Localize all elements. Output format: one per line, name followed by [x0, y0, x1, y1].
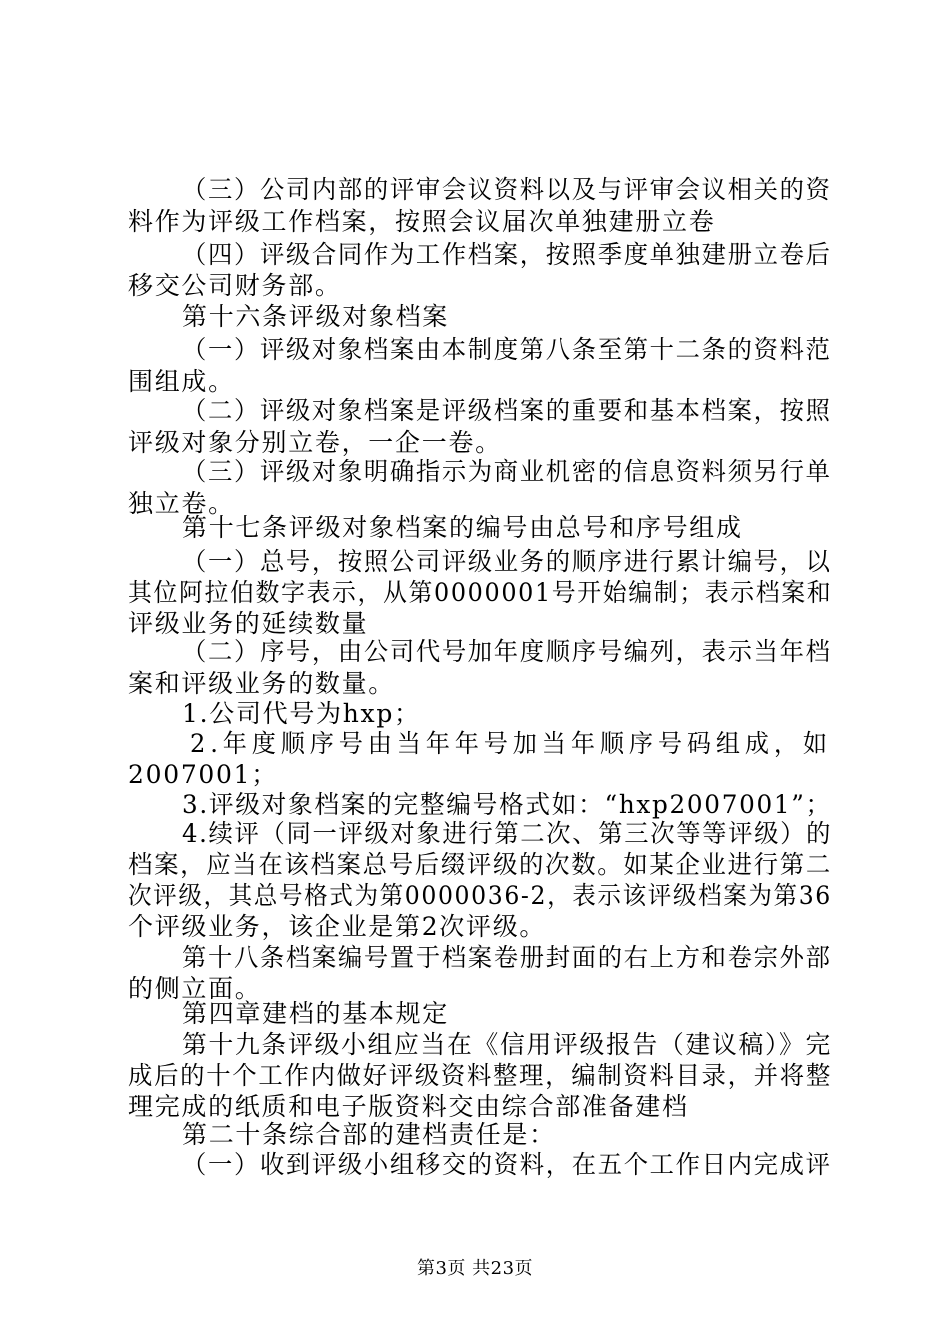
paragraph-line: 理完成的纸质和电子版资料交由综合部准备建档: [128, 1092, 689, 1121]
paragraph-line: 的侧立面。: [128, 974, 262, 1003]
paragraph-line: 成后的十个工作内做好评级资料整理，编制资料目录，并将整: [128, 1061, 832, 1090]
paragraph-line: 料作为评级工作档案，按照会议届次单独建册立卷: [128, 207, 716, 236]
paragraph-line: 档案，应当在该档案总号后缀评级的次数。如某企业进行第二: [128, 850, 832, 879]
section-heading: 第二十条综合部的建档责任是：: [182, 1120, 556, 1149]
section-heading: 第十七条评级对象档案的编号由总号和序号组成: [182, 513, 743, 542]
paragraph-line: 案和评级业务的数量。: [128, 669, 396, 698]
paragraph-line: 次评级，其总号格式为第0000036-2，表示该评级档案为第36: [128, 881, 832, 910]
paragraph-line: 个评级业务，该企业是第2次评级。: [128, 912, 547, 941]
paragraph-line: （二）序号，由公司代号加年度顺序号编列，表示当年档: [182, 637, 832, 666]
paragraph-line: 其位阿拉伯数字表示，从第0000001号开始编制；表示档案和: [128, 578, 833, 607]
paragraph-line: 1.公司代号为hxp；: [182, 699, 421, 728]
paragraph-line: 4.续评（同一评级对象进行第二次、第三次等等评级）的: [182, 819, 833, 848]
paragraph-line: 评级业务的延续数量: [128, 609, 369, 638]
paragraph-line: 独立卷。: [128, 489, 235, 518]
paragraph-line: 第十九条评级小组应当在《信用评级报告（建议稿）》完: [182, 1030, 833, 1059]
paragraph-line: （四）评级合同作为工作档案，按照季度单独建册立卷后: [182, 240, 832, 269]
section-heading: 第十六条评级对象档案: [182, 302, 450, 331]
paragraph-line: （一）收到评级小组移交的资料，在五个工作日内完成评: [182, 1150, 832, 1179]
paragraph-line: （一）评级对象档案由本制度第八条至第十二条的资料范: [182, 335, 832, 364]
paragraph-line: 2.年度顺序号由当年年号加当年顺序号码组成，如: [190, 729, 832, 758]
paragraph-line: 2007001；: [128, 760, 278, 789]
paragraph-line: 3.评级对象档案的完整编号格式如：“hxp2007001”；: [182, 790, 832, 819]
paragraph-line: （一）总号，按照公司评级业务的顺序进行累计编号，以: [182, 547, 832, 576]
chapter-heading: 第四章建档的基本规定: [182, 999, 450, 1028]
paragraph-line: 围组成。: [128, 367, 235, 396]
paragraph-line: 移交公司财务部。: [128, 271, 342, 300]
paragraph-line: （三）评级对象明确指示为商业机密的信息资料须另行单: [182, 457, 832, 486]
paragraph-line: 评级对象分别立卷，一企一卷。: [128, 428, 502, 457]
page-number-footer: 第3页 共23页: [416, 1258, 534, 1279]
paragraph-line: （二）评级对象档案是评级档案的重要和基本档案，按照: [182, 396, 832, 425]
paragraph-line: （三）公司内部的评审会议资料以及与评审会议相关的资: [182, 175, 832, 204]
paragraph-line: 第十八条档案编号置于档案卷册封面的右上方和卷宗外部: [182, 943, 832, 972]
